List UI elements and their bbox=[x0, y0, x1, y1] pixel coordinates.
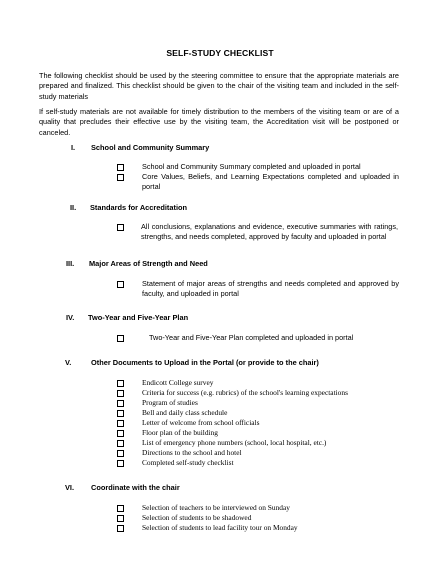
checklist-item-text: Statement of major areas of strengths and needs completed and approved by faculty, and uploaded in portal bbox=[142, 279, 399, 299]
checkbox[interactable] bbox=[117, 390, 124, 397]
checkbox[interactable] bbox=[117, 440, 124, 447]
page-title: SELF-STUDY CHECKLIST bbox=[166, 48, 274, 58]
section-number: V. bbox=[65, 358, 72, 367]
intro-paragraph-1: The following checklist should be used by the steering committee to ensure that the appropriate materials are prepared and finalized. This checklist should be given to the chair of the visiting team and included in the self-study materials bbox=[39, 71, 399, 101]
section-number: II. bbox=[70, 203, 77, 212]
checkbox[interactable] bbox=[117, 460, 124, 467]
checklist-item-text: Endicott College survey bbox=[142, 378, 214, 387]
checklist-item-text: Two-Year and Five-Year Plan completed and uploaded in portal bbox=[149, 333, 354, 342]
section-title: Two-Year and Five-Year Plan bbox=[88, 313, 189, 322]
checklist-item-text: List of emergency phone numbers (school, local hospital, etc.) bbox=[142, 438, 327, 447]
section-title: Standards for Accreditation bbox=[90, 203, 188, 212]
checklist-item-text: Criteria for success (e.g. rubrics) of the school's learning expectations bbox=[142, 388, 348, 397]
checklist-item-text: Letter of welcome from school officials bbox=[142, 418, 260, 427]
section-number: III. bbox=[66, 259, 75, 268]
section-title: Coordinate with the chair bbox=[91, 483, 180, 492]
checkbox[interactable] bbox=[117, 380, 124, 387]
checklist-item-text: Core Values, Beliefs, and Learning Expectations completed and uploaded in portal bbox=[142, 172, 399, 192]
checkbox[interactable] bbox=[117, 505, 124, 512]
checkbox[interactable] bbox=[117, 224, 124, 231]
section-number: VI. bbox=[65, 483, 75, 492]
checkbox[interactable] bbox=[117, 430, 124, 437]
checklist-item-text: Selection of teachers to be interviewed on Sunday bbox=[142, 503, 290, 512]
section-title: Other Documents to Upload in the Portal (or provide to the chair) bbox=[91, 358, 319, 367]
section-number: IV. bbox=[66, 313, 75, 322]
checklist-item-text: Floor plan of the building bbox=[142, 428, 218, 437]
checklist-item-text: Completed self-study checklist bbox=[142, 458, 234, 467]
checkbox[interactable] bbox=[117, 335, 124, 342]
checklist-item-text: Bell and daily class schedule bbox=[142, 408, 228, 417]
checkbox[interactable] bbox=[117, 400, 124, 407]
section-title: School and Community Summary bbox=[91, 143, 210, 152]
checkbox[interactable] bbox=[117, 174, 124, 181]
checkbox[interactable] bbox=[117, 515, 124, 522]
checkbox[interactable] bbox=[117, 450, 124, 457]
intro-paragraph-2: If self-study materials are not available for timely distribution to the members of the visiting team or are of a quality that precludes their effective use by the visiting team, the Accreditation visit will be postponed or canceled. bbox=[39, 107, 399, 137]
checklist-item-text: School and Community Summary completed and uploaded in portal bbox=[142, 162, 361, 171]
checkbox[interactable] bbox=[117, 410, 124, 417]
section-title: Major Areas of Strength and Need bbox=[89, 259, 208, 268]
checklist-item-text: Selection of students to be shadowed bbox=[142, 513, 252, 522]
checklist-item-text: Program of studies bbox=[142, 398, 198, 407]
checklist-item-text: Directions to the school and hotel bbox=[142, 448, 242, 457]
checklist-item-text: All conclusions, explanations and evidence, executive summaries with ratings, strengths, and needs completed, approved by faculty and uploaded in portal bbox=[141, 222, 398, 242]
checkbox[interactable] bbox=[117, 420, 124, 427]
checkbox[interactable] bbox=[117, 525, 124, 532]
checklist-item-text: Selection of students to lead facility tour on Monday bbox=[142, 523, 298, 532]
checkbox[interactable] bbox=[117, 164, 124, 171]
section-number: I. bbox=[71, 143, 76, 152]
checkbox[interactable] bbox=[117, 281, 124, 288]
